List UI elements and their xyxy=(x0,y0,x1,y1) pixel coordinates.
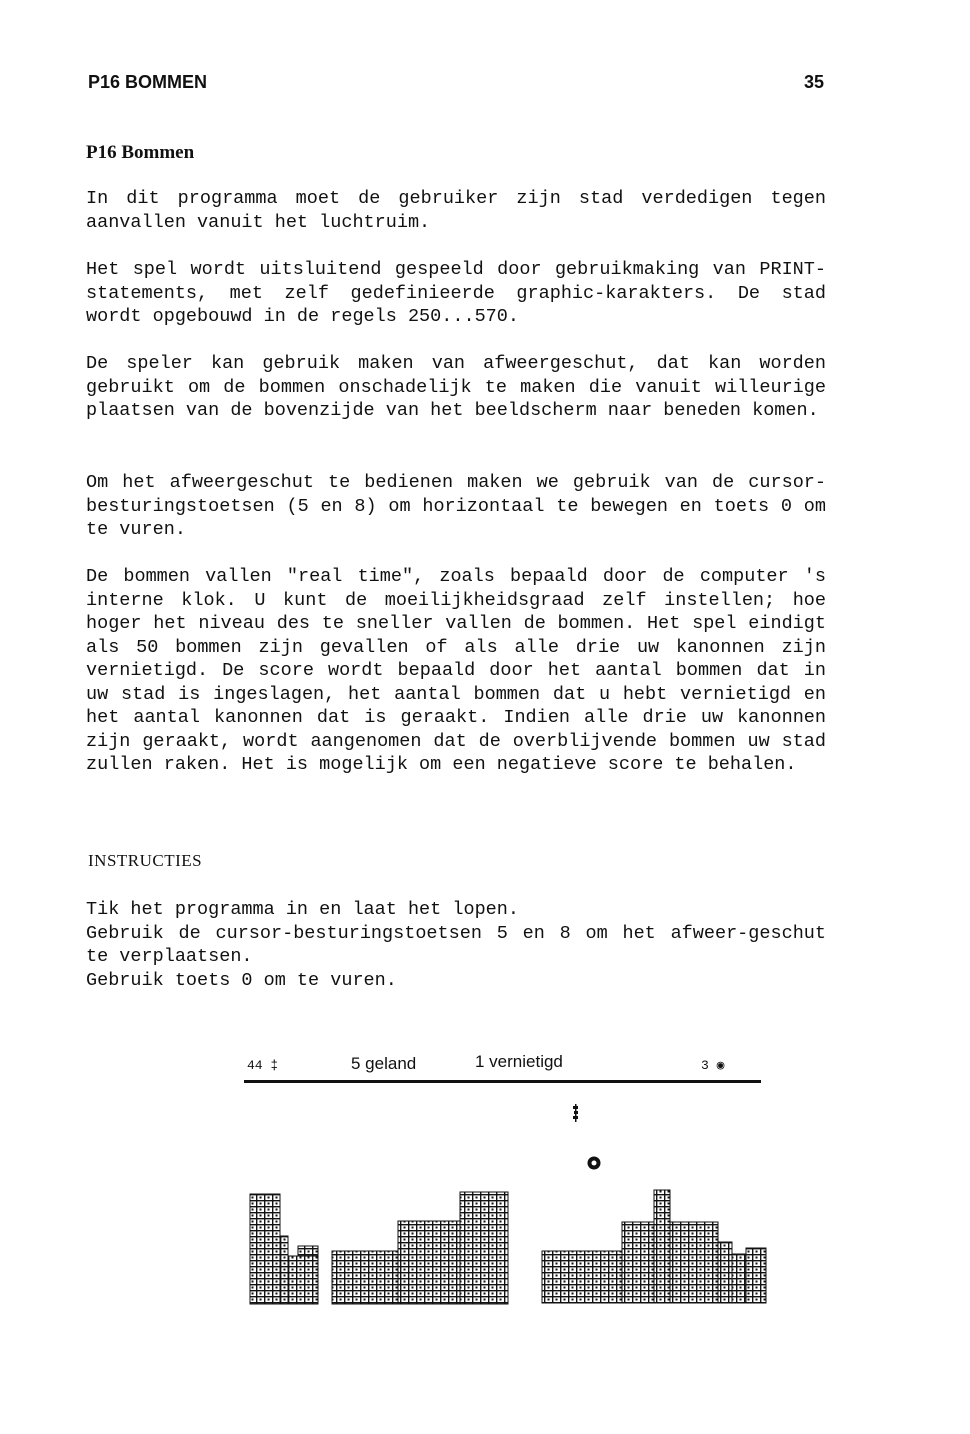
cannon-counter xyxy=(701,1058,724,1073)
landed-count: 5 geland xyxy=(351,1054,417,1073)
bomb-counter-value: 44 xyxy=(247,1058,263,1073)
instruction-line: Tik het programma in en laat het lopen. xyxy=(86,899,519,920)
city-buildings-left xyxy=(250,1194,318,1304)
chapter-title: P16 BOMMEN xyxy=(88,72,208,92)
cannon-icon: ◉ xyxy=(716,1058,725,1073)
game-status-bar xyxy=(245,1052,760,1078)
falling-bomb-icon xyxy=(573,1104,578,1122)
paragraph-3: De speler kan gebruik maken van afweergeschut, dat kan worden gebruikt om de bommen onschadelijk te maken die vanuit willeurige plaatsen van de bovenzijde van het beeldscherm naar beneden komen. xyxy=(86,353,826,421)
paragraph-2: Het spel wordt uitsluitend gespeeld door gebruikmaking van PRINT-statements, met zelf gedefinieerde graphic-karakters. De stad wordt opgebouwd in de regels 250...570. xyxy=(86,259,826,327)
cannon-counter-value: 3 xyxy=(701,1058,709,1073)
paragraph-4: Om het afweergeschut te bedienen maken we gebruik van de cursor-besturingstoetsen (5 en 8) om horizontaal te bewegen en toets 0 om te vuren. xyxy=(86,472,826,540)
bomb-icon: ‡ xyxy=(270,1058,279,1073)
destroyed-count: 1 vernietigd xyxy=(475,1052,563,1071)
bomb-counter xyxy=(247,1058,278,1073)
running-header xyxy=(88,72,824,98)
paragraph-1: In dit programma moet de gebruiker zijn stad verdedigen tegen aanvallen vanuit het luchtruim. xyxy=(86,188,826,233)
paragraph-5: De bommen vallen "real time", zoals bepaald door de computer 's interne klok. U kunt de moeilijkheidsgraad zelf instellen; hoe hoger het niveau des te sneller vallen de bommen. Het spel eindigt als 50 bommen zijn gevallen of als alle drie uw kanonnen zijn vernietigd. De score wordt bepaald door het aantal bommen dat in uw stad is ingeslagen, het aantal bommen dat u hebt vernietigd en het aantal kanonnen dat is geraakt. Indien alle drie uw kanonnen zijn geraakt, wordt aangenomen dat de overblijvende bommen uw stad zullen raken. Het is mogelijk om een negatieve score te behalen. xyxy=(86,566,826,775)
city-buildings-middle xyxy=(332,1192,508,1304)
city-buildings-right xyxy=(542,1190,766,1303)
instruction-line: Gebruik toets 0 om te vuren. xyxy=(86,969,397,991)
instruction-line: Gebruik de cursor-besturingstoetsen 5 en 8 om het afweer-geschut te verplaatsen. xyxy=(86,922,826,967)
game-field xyxy=(240,1086,770,1311)
status-divider xyxy=(244,1080,761,1083)
game-screenshot xyxy=(240,1046,770,1316)
page-number: 35 xyxy=(803,72,824,92)
anti-aircraft-gun-icon xyxy=(588,1157,601,1170)
instructions-heading: INSTRUCTIES xyxy=(88,851,203,870)
instructions-list xyxy=(86,898,826,992)
section-title: P16 Bommen xyxy=(86,142,195,163)
